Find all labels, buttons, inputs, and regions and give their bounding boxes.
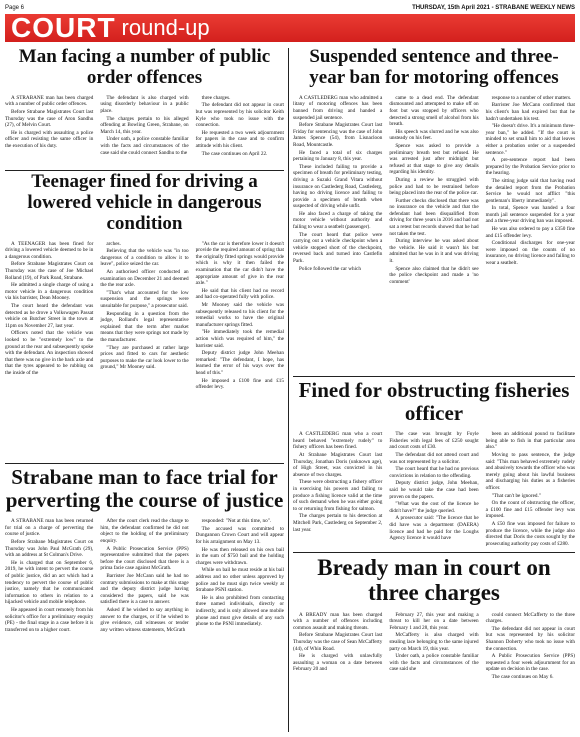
article-paragraph: The charges pertain to his alleged offending at Bowling Green, Strabane, on March 14, this year. [100, 115, 189, 135]
article-paragraph: Conditional discharges for one-year were imposed on the counts of no insurance, no driving licence and failing to wear a seatbelt. [485, 240, 575, 267]
article-paragraph: While on bail he must reside at his bail address and no other unless approved by police and he must sign twice weekly at Strabane PSNI station. [195, 567, 284, 594]
article-column [5, 95, 93, 158]
article-body [5, 241, 284, 392]
article-body [293, 612, 575, 682]
article-paragraph: responded: "Not at this time, no". [201, 518, 272, 525]
article-paragraph: "They are purchased at rather large prices and fitted to cars for aesthetic purposes to make the car look lower to the ground," Mr Mooney said. [100, 344, 189, 371]
article-paragraph: "What was the cost of the licence he didn't have?" the judge queried. [389, 501, 479, 514]
article-perverting-justice [5, 466, 284, 734]
article-paragraph: Barrister Joe McCann confirmed that his client's ban had expired but that he hadn't undertaken his test. [485, 102, 575, 122]
article-suspended-sentence [293, 47, 575, 375]
article-paragraph: Under oath, a police constable familiar with the facts and circumstances of the case said she could connect Sandhu to the [100, 136, 189, 156]
article-paragraph: On the count of obstructing the officer, a £100 fine and £15 offender levy was imposed. [485, 500, 575, 520]
article-lowered-vehicle [5, 172, 284, 462]
article-column [293, 95, 382, 287]
article-paragraph: Before Strabane Magistrates Court on Thursday was the case of Joe Michael Rolland (19), of Park Road, Strabane. [5, 261, 94, 281]
article-paragraph: A BREADY man has been charged with a number of offences including common assault and making threats. [293, 611, 383, 631]
article-paragraph: A TEENAGER has been fined for driving a lowered vehicle deemed to be in a dangerous condition. [5, 240, 94, 260]
article-paragraph: The defendant did not attend court and was not represented by a solicitor. [389, 451, 479, 465]
article-paragraph: He was also ordered to pay a £350 fine and £15 offender levy. [485, 226, 575, 239]
article-paragraph: His speech was slurred and he was also unsteady on his feet. [389, 128, 479, 142]
article-paragraph: could connect McCafferty to the three charges. [485, 611, 575, 625]
article-public-order [5, 47, 284, 169]
article-paragraph: three charges. [201, 94, 231, 101]
article-paragraph: response to a number of other matters. [491, 94, 572, 101]
article-paragraph: He is also prohibited from contacting three named individuals, directly or indirectly, and is only allowed one mobile phone and must give details of any such phone to the PSNI immediately. [195, 594, 284, 628]
section-banner [5, 14, 575, 42]
article-paragraph: Before Strabane Magistrates Court last Friday for sentencing was the case of John James Spence (54), from Lisnacloon Road, Mountcastle. [293, 122, 383, 148]
article-paragraph: been an additional pound to facilitate being able to fish in that particular area also." [485, 431, 575, 451]
article-paragraph: "He doesn't drive. It's a minimum three-year ban," he added. "If the court is minded to set small him to aid that leaves either a probation order or a suspended sentence." [485, 123, 575, 156]
article-divider [293, 376, 575, 377]
article-paragraph: A Public Prosecution Service (PPS) requested a four week adjournment for an update on decision in the case. [485, 653, 575, 673]
article-paragraph: The case continues on May 6. [491, 673, 554, 680]
article-column [196, 95, 284, 158]
article-column [486, 431, 575, 548]
article-paragraph: The defendant did not appear in court but was represented by his solicitor Keith Kyle who took no issue with the connection. [195, 102, 284, 129]
article-paragraph: Officers noted that the vehicle was looked to be "extremely low" to the ground at the rear and subsequently spoke with the defendant. An inspection showed that there was no give in the back axle and that the tyres appeared to be rubbing on the inside of the [5, 330, 94, 376]
article-paragraph: The court heard that police were carrying out a vehicle checkpoint when a vehicle stopped short of the checkpoint, reversed back and turned into Castlefin Park. [293, 231, 383, 265]
article-body [5, 95, 284, 158]
article-paragraph: During interview he was asked about the vehicle. He said it wasn't his but admitted that he was in it and was driving it. [389, 238, 479, 265]
article-paragraph: At Strabane Magistrates Court last Thursday, Jonathan Doris (unknown age), of High Street, was convicted in his absence of two charges. [293, 451, 383, 478]
article-column [5, 518, 93, 634]
article-paragraph: Believing that the vehicle was "in too dangerous of a condition to allow it to leave", police seized the car. [100, 248, 189, 268]
article-paragraph: He is charged with unlawfully assaulting a woman on a date between February 20 and [293, 653, 383, 673]
article-paragraph: After the court clerk read the charge to him, the defendant confirmed he did not object to the holding of the preliminary enquiry. [100, 518, 189, 544]
article-paragraph: Deputy district judge John Meehan remarked: "The defendant, I hope, has learned the error of his ways over the head of this." [195, 350, 284, 376]
article-column [5, 241, 93, 392]
article-headline: Teenager fined for driving a lowered vehicle in dangerous condition [27, 172, 262, 234]
article-paragraph: A STRABANE man has been charged with a number of public order offences. [5, 94, 94, 108]
section-title-light: round-up [121, 15, 210, 40]
article-body [5, 518, 284, 634]
article-paragraph: The court heard the defendant was detected as he drove a Volkswagen Passat vehicle on Butcher Street in the town at 11pm on November 27, last year. [5, 303, 94, 329]
article-paragraph: McCafferty is also charged with stealing lace belonging to the same injured party on March 19, this year. [389, 632, 479, 652]
article-paragraph: He appeared in court remotely from his solicitor's office for a preliminary enquiry (PE) - the final stage in a case before it is transferred on to a higher court. [5, 606, 94, 633]
article-column [389, 95, 478, 287]
article-paragraph: Further checks disclosed that there was no insurance on the vehicle and that the defendant had been disqualified from driving for three years in 2016 and had not sat a retest but records showed that he had not taken the test. [389, 197, 479, 237]
article-paragraph: During a review he struggled with police and had to be restrained before being placed into the rear of the police car. [389, 176, 479, 197]
article-paragraph: "That can't be ignored." [491, 492, 541, 499]
article-paragraph: An authorised officer conducted an examination on December 21 and deemed the the rear axle. [100, 269, 189, 289]
article-paragraph: These included failing to provide a specimen of breath for preliminary testing, driving a Suzuki Grand Vitara without insurance on Castlederg Road, Castlederg, having no driving licence and failing to provide a specimen of breath when suspected of driving while unfit. [293, 163, 383, 210]
article-divider [5, 463, 284, 464]
article-paragraph: The accused was committed to Dungannon Crown Court and will appear for his arraignment on May 13. [195, 525, 284, 545]
article-headline: Man facing a number of public order offences [18, 47, 271, 88]
article-column [389, 612, 478, 682]
article-paragraph: He also faced a charge of taking the motor vehicle without authority and failing to wear a seatbelt (passenger). [293, 210, 383, 231]
page-dateline: THURSDAY, 15th April 2021 - STRABANE WEEKLY NEWS [412, 5, 575, 11]
article-paragraph: The case was brought by Foyle Fisheries with legal fees of £250 sought and court costs of £30. [389, 431, 479, 451]
article-paragraph: He faced a total of six charges pertaining to January 8, this year. [293, 149, 383, 163]
article-column [389, 431, 478, 548]
article-paragraph: He requested a two week adjournment for papers in the case and to confirm attitude with his client. [195, 129, 284, 149]
article-paragraph: Moving to pass sentence, the judge said: "This man behaved extremely rudely and abusively towards the officer who was merely going about his lawful business and discharging his duties as a fisheries officer. [485, 451, 575, 491]
article-paragraph: arches. [106, 240, 121, 247]
article-paragraph: He admitted a single charge of using a motor vehicle in a dangerous condition via his barrister, Dean Mooney. [5, 282, 94, 302]
article-paragraph: A STRABANE man has been returned for trial on a charge of perverting the course of justice. [5, 518, 94, 538]
article-paragraph: The defendant is also charged with using disorderly behaviour in a public place. [100, 94, 189, 114]
article-headline: Suspended sentence and three-year ban for motoring offences [309, 47, 559, 88]
article-paragraph: Asked if he wished to say anything in answer to the charges, or if he wished to give evidence, call witnesses or tender any written witness statements, McGrath [100, 606, 189, 633]
article-bready-man [293, 555, 575, 733]
article-paragraph: Mr Mooney said the vehicle was subsequently released to his client for the remedial works to have the original manufacturer springs fitted. [195, 302, 284, 328]
article-paragraph: The court heard that he had no previous convictions in relation to the offending. [389, 466, 479, 479]
article-paragraph: "As the car is therefore lower it doesn't provide the required amount of spring that the originally fitted springs would provide which is why it then failed the examination that the car didn't have the appropriate amount of give in the rear axle." [195, 240, 284, 287]
article-column [196, 241, 284, 392]
article-paragraph: "He immediately took the remedial action which was required of him," the barrister said. [195, 329, 284, 349]
article-paragraph: A £50 fine was imposed for failure to produce the licence, while the judge also directed that Doris the costs sought by the prosecuting authority pay costs of £280. [485, 520, 575, 547]
article-paragraph: A Public Prosecution Service (PPS) representative submitted that the papers before the court disclosed that there is a prima facie case against McGrath. [100, 545, 189, 572]
article-column [486, 95, 575, 287]
article-paragraph: A pre-sentence report had been prepared by the Probation Service prior to the hearing. [485, 157, 575, 177]
article-paragraph: Responding in a question from the judge, Rolland's legal representative explained that the term after market means that they were springs not made by the manufacturer. [100, 310, 189, 343]
article-body [293, 95, 575, 287]
article-column [100, 518, 188, 634]
page-number: Page 6 [5, 5, 25, 11]
article-paragraph: He is charged that on September 6, 2019, he with intent to pervert the course of public justice, did an act which had a tendency to pervert the course of public justice, namely that he communicated information to others in relation to a hijacked vehicle and mobile telephone. [5, 559, 94, 606]
article-body [293, 431, 575, 548]
article-paragraph: In total, Spence was handed a four month jail sentence suspended for a year and a three-year driving ban was imposed. [485, 205, 575, 225]
article-paragraph: A CASTLEDERG man who a court heard behaved "extremely rudely" to fishery officers has been fined. [293, 431, 383, 451]
article-paragraph: Barrister Joe McCann said he had no contrary submissions to make at this stage and the deputy district judge having considered the papers, said he was satisfied there is a case to answer. [100, 572, 189, 606]
article-column [100, 95, 188, 158]
article-paragraph: He imposed a £100 fine and £15 offender levy. [195, 377, 284, 391]
article-paragraph: February 27, this year and making a threat to kill her on a date between February 1 and 28, this year. [389, 611, 479, 631]
article-paragraph: A prosecutor said: "The licence that he did have was a department (DAERA) licence and had he paid for the Loughs Agency licence it would have [389, 515, 479, 542]
article-paragraph: Spence was asked to provide a preliminary breath test but refused. He was arrested just after midnight but refused at that stage to give any details regarding his identity. [389, 142, 479, 176]
article-paragraph: These were obstructing a fishery officer in exercising his powers and failing to produce a fishing licence valid at the time of such demand when he was either going to or returning from fishing for salmon. [293, 479, 383, 512]
article-paragraph: He said that his client had no record and had co-operated fully with police. [195, 287, 284, 301]
column-divider [288, 48, 289, 732]
article-paragraph: Under oath, a police constable familiar with the facts and circumstances of the case said she [389, 653, 479, 673]
section-title-bold: COURT [11, 12, 116, 43]
article-divider [293, 552, 575, 553]
article-paragraph: The sitting judge said that having read the detailed report from the Probation Service he would not afflict "this gentleman's liberty immediately". [485, 177, 575, 204]
article-column [486, 612, 575, 682]
article-paragraph: Police followed the car which [299, 265, 361, 272]
article-paragraph: Before Strabane Magistrates Court last Thursday was the case of Aron Sandhu (27), of Melvin Court. [5, 108, 94, 129]
article-column [196, 518, 284, 634]
article-paragraph: came to a dead end. The defendant dismounted and attempted to make off on foot but was stopped by officers who detected a strong smell of alcohol from his breath. [389, 94, 479, 128]
article-column [293, 612, 382, 682]
article-divider [5, 170, 284, 171]
article-fisheries [293, 379, 575, 551]
article-paragraph: He is charged with assaulting a police officer and resisting the same officer in the execution of his duty. [5, 129, 94, 149]
article-paragraph: Before Strabane Magistrates Court last Thursday was the case of Sean McCafferty (44), of Whin Road. [293, 632, 383, 652]
article-paragraph: Deputy district judge, John Meehan, said he would take the case had been proven on the papers. [389, 480, 479, 500]
article-paragraph: Spence also claimed that he didn't see the police checkpoint and made a 'no comment' [389, 265, 479, 285]
article-headline: Strabane man to face trial for perverting the course of justice [5, 466, 284, 513]
article-paragraph: "That's what accounted for the low suspension and the springs were unsuitable for purpose," a prosecutor said. [100, 289, 189, 310]
article-paragraph: The case continues on April 22. [201, 150, 268, 157]
article-column [100, 241, 188, 392]
article-headline: Bready man in court on three charges [317, 555, 551, 606]
article-headline: Fined for obstructing fisheries officer [298, 379, 570, 426]
article-paragraph: He was then released on his own bail in the sum of $750 bail and the holding charges were withdrawn. [195, 546, 284, 566]
article-paragraph: The defendant did not appear in court but was represented by his solicitor Shannon Doherty who took no issue with the connection. [485, 625, 575, 652]
article-column [293, 431, 382, 548]
article-paragraph: A CASTLEDERG man who admitted a litany of motoring offences has been banned from driving and handed a suspended jail sentence. [293, 94, 383, 121]
article-paragraph: Before Strabane Magistrates Court on Thursday was John Paul McGrath (29), with an address at St Colman's Drive. [5, 538, 94, 559]
article-paragraph: The charges pertain to his detection at Mitchell Park, Castlederg on September 2, last year. [293, 513, 383, 533]
